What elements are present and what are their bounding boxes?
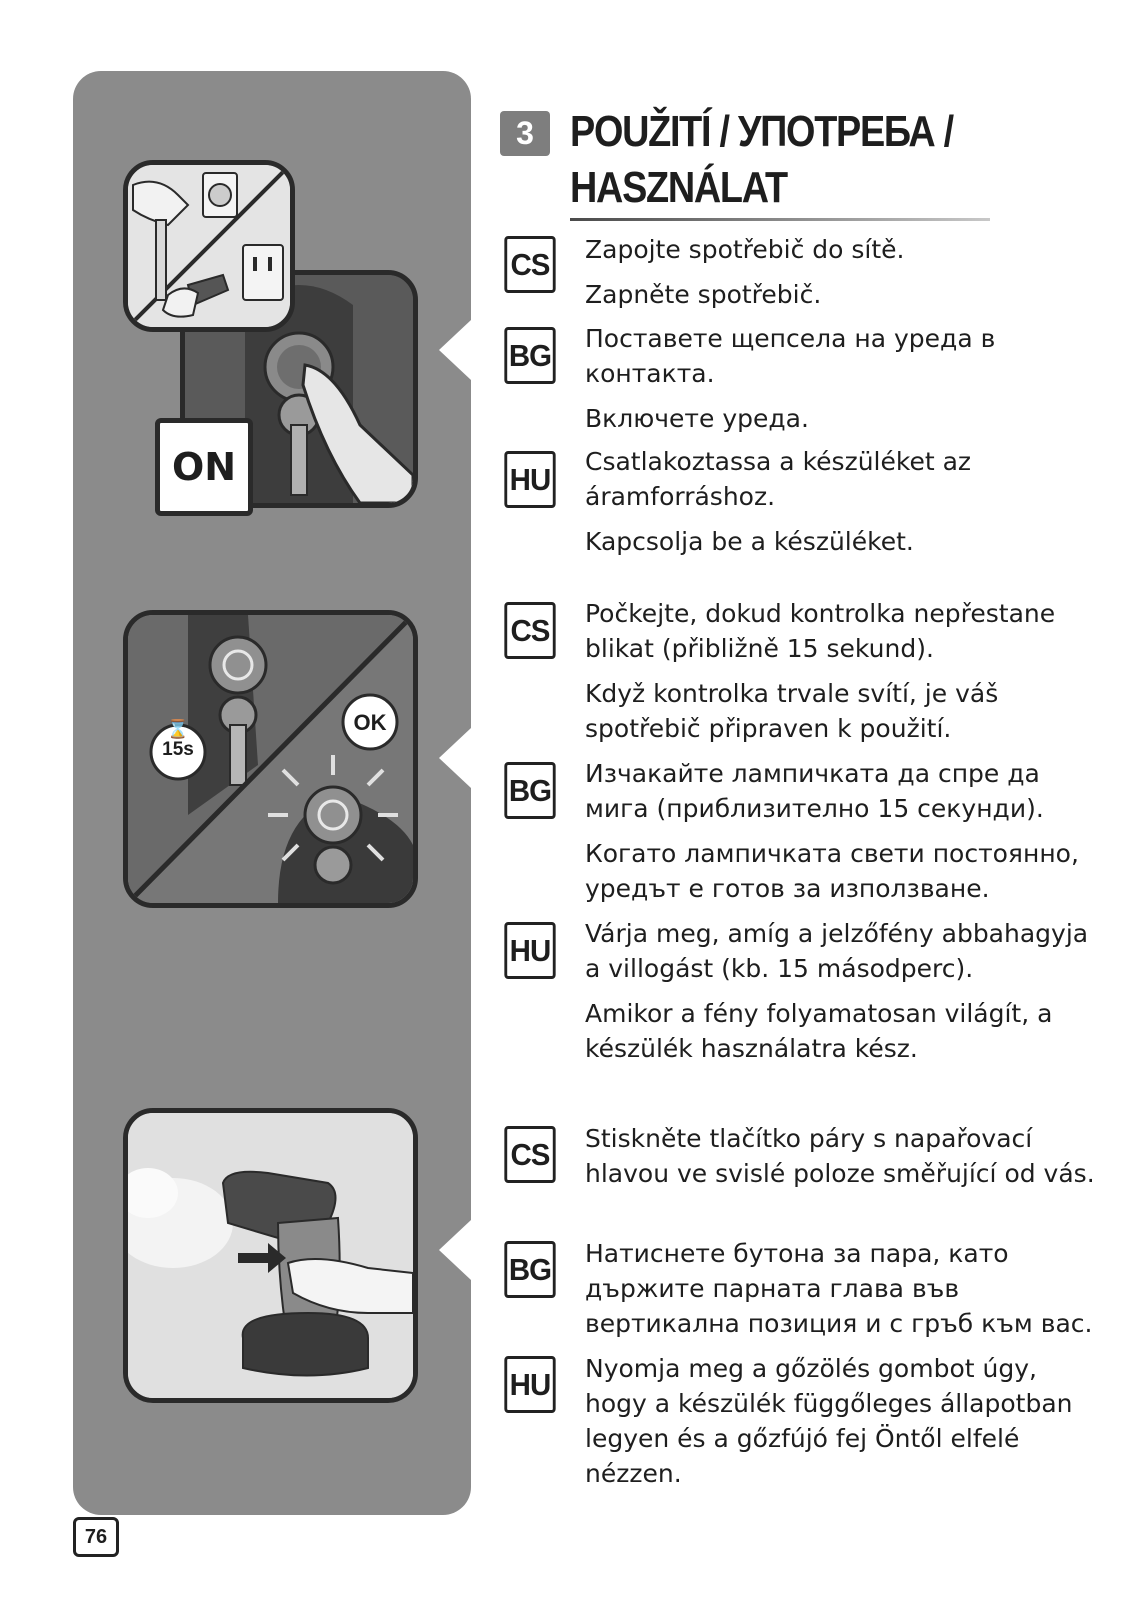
lang-badge-bg: BG bbox=[504, 762, 555, 819]
section-title bbox=[570, 104, 966, 216]
lang-badge-bg: BG bbox=[504, 327, 555, 384]
lang-badge-bg: BG bbox=[504, 1241, 555, 1298]
callout-pointer bbox=[439, 320, 471, 380]
lang-badge-hu: HU bbox=[504, 1356, 555, 1413]
lang-badge-hu: HU bbox=[504, 922, 555, 979]
callout-pointer bbox=[439, 1220, 471, 1280]
instruction-text: Натиснете бутона за пара, като държите парната глава във вертикална позиция и с гръб към вас. bbox=[585, 1239, 1093, 1338]
instruction-text: Изчакайте лампичката да спре да мига (приблизително 15 секунди). bbox=[585, 759, 1044, 823]
plug-in-illustration bbox=[123, 160, 295, 332]
section-title-line1: POUŽITÍ / УПОТРЕБА / bbox=[570, 107, 953, 156]
instruction-text: Включете уреда. bbox=[585, 404, 809, 433]
lang-badge-cs: CS bbox=[504, 1126, 555, 1183]
title-underline bbox=[570, 218, 990, 221]
instruction-text: Várja meg, amíg a jelzőfény abbahagyja a villogást (kb. 15 másodperc). bbox=[585, 919, 1089, 983]
ok-label: OK bbox=[353, 710, 387, 735]
steamer-usage-illustration bbox=[123, 1108, 418, 1403]
lang-badge-cs: CS bbox=[504, 602, 555, 659]
instruction-text: Поставете щепсела на уреда в контакта. bbox=[585, 324, 996, 388]
instruction-text: Amikor a fény folyamatosan világít, a készülék használatra kész. bbox=[585, 999, 1053, 1063]
page-number: 76 bbox=[73, 1517, 119, 1557]
instruction-text: Když kontrolka trvale svítí, je váš spotřebič připraven k použití. bbox=[585, 679, 999, 743]
instruction-text: Когато лампичката свети постоянно, уредът е готов за използване. bbox=[585, 839, 1079, 903]
on-label: ON bbox=[155, 418, 253, 516]
lang-badge-hu: HU bbox=[504, 451, 555, 508]
instruction-text: Nyomja meg a gőzölés gombot úgy, hogy a készülék függőleges állapotban legyen és a gőzfújó fej Öntől elfelé nézzen. bbox=[585, 1354, 1073, 1488]
section-title-line2: HASZNÁLAT bbox=[570, 163, 787, 212]
instruction-text: Zapněte spotřebič. bbox=[585, 280, 822, 309]
instruction-text: Počkejte, dokud kontrolka nepřestane blikat (přibližně 15 sekund). bbox=[585, 599, 1056, 663]
instruction-text: Zapojte spotřebič do sítě. bbox=[585, 235, 905, 264]
hourglass-icon: ⌛ bbox=[166, 719, 190, 740]
instruction-text: Stiskněte tlačítko páry s napařovací hlavou ve svislé poloze směřující od vás. bbox=[585, 1124, 1095, 1188]
indicator-light-illustration bbox=[123, 610, 418, 908]
callout-pointer bbox=[439, 728, 471, 788]
timer-label: 15s bbox=[162, 739, 194, 760]
instruction-text: Kapcsolja be a készüléket. bbox=[585, 527, 914, 556]
instruction-text: Csatlakoztassa a készüléket az áramforráshoz. bbox=[585, 447, 972, 511]
lang-badge-cs: CS bbox=[504, 236, 555, 293]
section-number: 3 bbox=[500, 111, 550, 156]
